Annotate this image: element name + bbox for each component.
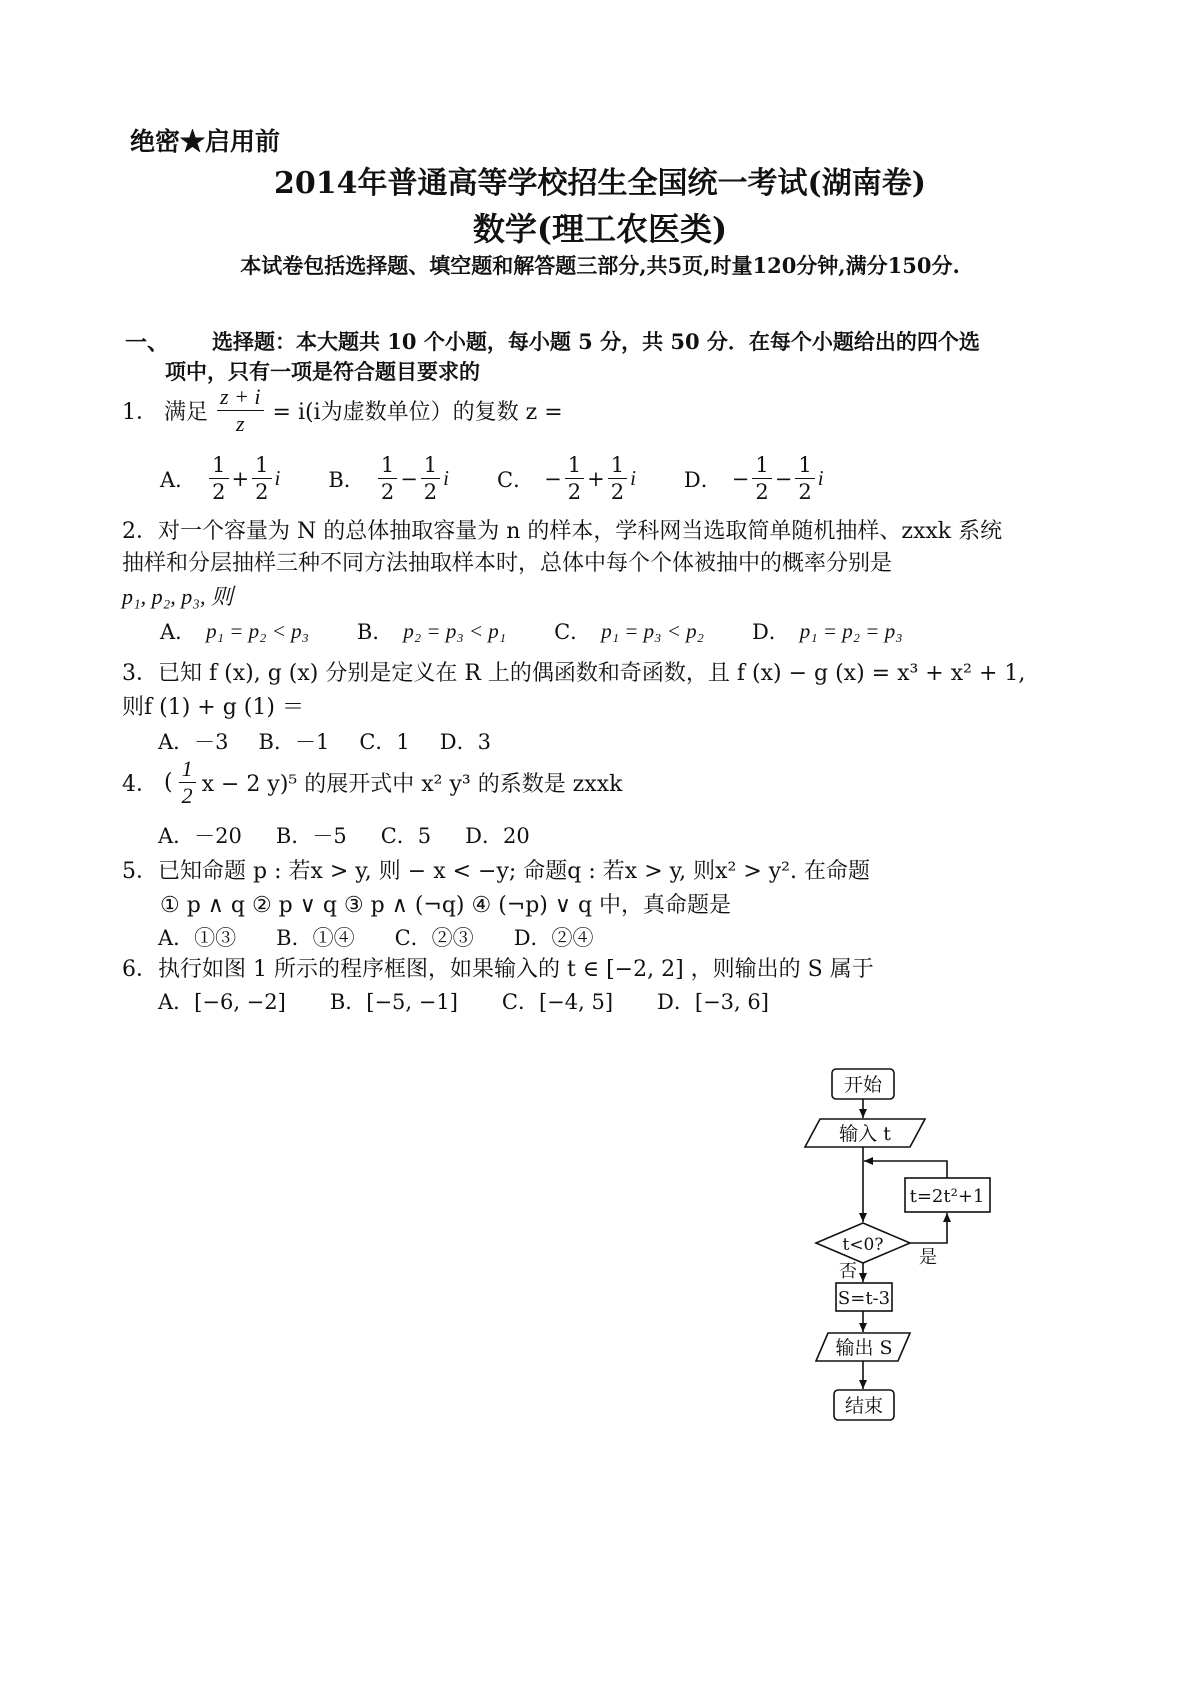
q1-text-a: 满足 bbox=[164, 400, 209, 425]
q6-options bbox=[158, 986, 813, 1016]
q6-line-1: 执行如图 1 所示的程序框图，如果输入的 t ∈ [−2, 2] ，则输出的 S 属于 bbox=[158, 957, 874, 982]
flowchart bbox=[780, 1055, 1020, 1445]
q1-option-tail: i bbox=[274, 466, 281, 490]
q1-option-sign: − bbox=[544, 466, 562, 491]
question-3 bbox=[122, 656, 1025, 687]
frac-num: 1 bbox=[209, 452, 228, 479]
q2-line-1: 对一个容量为 N 的总体抽取容量为 n 的样本，学科网当选取简单随机抽样、zxxk 系统 bbox=[158, 519, 1003, 544]
q2-option-label: D． bbox=[751, 620, 790, 644]
flow-end-label: 结束 bbox=[844, 1395, 884, 1417]
q2-option-d bbox=[752, 616, 903, 646]
q4-open-paren: ( bbox=[164, 770, 173, 795]
exam-subject: 数学(理工农医类) bbox=[472, 210, 728, 248]
q2-option-text: p₁ = p₂ < p₃ bbox=[206, 618, 309, 643]
q3-options bbox=[158, 726, 521, 756]
q6-option-d: D．[−3, 6] bbox=[657, 990, 769, 1014]
q1-option-tail: i bbox=[443, 466, 450, 490]
q1-option-c bbox=[497, 452, 636, 505]
q2-option-text: p₂ = p₃ < p₁ bbox=[403, 618, 507, 643]
q1-option-b bbox=[328, 452, 449, 505]
q1-number: 1． bbox=[122, 400, 158, 425]
frac-den: 2 bbox=[255, 480, 269, 504]
q1-option-label: D． bbox=[683, 467, 722, 492]
frac-num: 1 bbox=[421, 452, 440, 479]
q4-option-c: C．5 bbox=[380, 824, 432, 848]
q1-frac-den: z bbox=[236, 411, 245, 436]
q4-frac-num: 1 bbox=[179, 756, 196, 783]
q1-option-op: − bbox=[400, 466, 418, 491]
frac-den: 2 bbox=[212, 480, 226, 504]
q1-options bbox=[160, 452, 872, 505]
exam-info: 本试卷包括选择题、填空题和解答题三部分,共5页,时量120分钟,满分150分. bbox=[240, 253, 960, 278]
frac-num: 1 bbox=[752, 452, 771, 479]
q2-option-label: A． bbox=[160, 620, 197, 644]
frac-den: 2 bbox=[755, 480, 769, 504]
q5-number: 5． bbox=[122, 859, 158, 884]
q2-option-label: B． bbox=[356, 620, 394, 644]
q2-option-a bbox=[160, 616, 309, 646]
flow-arrow-loop bbox=[864, 1161, 947, 1178]
frac-den: 2 bbox=[567, 480, 582, 504]
flow-input-label: 输入 t bbox=[839, 1123, 891, 1145]
q4-frac-den: 2 bbox=[181, 783, 193, 808]
frac-den: 2 bbox=[610, 480, 625, 504]
frac-num: 1 bbox=[795, 452, 814, 479]
q1-option-tail: i bbox=[817, 466, 824, 490]
question-1 bbox=[122, 384, 563, 437]
q2-number: 2． bbox=[122, 519, 158, 544]
q6-option-c: C．[−4, 5] bbox=[501, 990, 614, 1014]
q2-option-text: p₁ = p₃ < p₂ bbox=[601, 618, 704, 643]
flow-arrow-yes bbox=[910, 1213, 947, 1243]
question-2 bbox=[122, 514, 1002, 545]
q1-text-b: = i(i为虚数单位）的复数 z = bbox=[272, 400, 563, 425]
flow-cond-label: t<0? bbox=[842, 1235, 884, 1255]
q4-text: x − 2 y)⁵ 的展开式中 x² y³ 的系数是 zxxk bbox=[201, 772, 623, 797]
section-number: 一、 bbox=[125, 330, 170, 356]
q1-option-d bbox=[684, 452, 824, 505]
q1-option-op: + bbox=[231, 466, 250, 491]
q3-option-a: A．－3 bbox=[158, 730, 229, 754]
question-4 bbox=[122, 756, 622, 809]
q4-fraction bbox=[179, 756, 196, 809]
flow-no-label: 否 bbox=[839, 1261, 857, 1282]
q5-option-d: D．②④ bbox=[513, 926, 594, 950]
exam-title: 2014年普通高等学校招生全国统一考试(湖南卷) bbox=[274, 166, 926, 201]
q5-option-c: C．②③ bbox=[394, 926, 474, 950]
q1-frac-num: z + i bbox=[217, 384, 264, 411]
q2-option-label: C． bbox=[554, 620, 592, 644]
q3-option-b: B．－1 bbox=[258, 730, 330, 754]
q1-option-tail: i bbox=[630, 466, 636, 490]
q2-line-3: p₁, p₂, p₃, 则 bbox=[122, 584, 233, 609]
question-5 bbox=[122, 854, 870, 885]
q1-option-sign: − bbox=[731, 466, 750, 491]
q2-option-text: p₁ = p₂ = p₃ bbox=[799, 618, 903, 643]
q6-option-b: B．[−5, −1] bbox=[329, 990, 458, 1014]
frac-num: 1 bbox=[565, 452, 584, 479]
frac-num: 1 bbox=[252, 452, 271, 479]
q5-option-a: A．①③ bbox=[158, 926, 237, 950]
flow-compute-label: S=t-3 bbox=[837, 1288, 891, 1309]
q1-fraction bbox=[217, 384, 264, 437]
q1-option-label: B． bbox=[328, 467, 365, 492]
q3-line-1: 已知 f (x), g (x) 分别是定义在 R 上的偶函数和奇函数，且 f (x) − g (x) = x³ + x² + 1, bbox=[158, 661, 1026, 686]
q4-options bbox=[158, 820, 564, 850]
q1-option-label: C． bbox=[497, 467, 535, 492]
section-line-2: 项中，只有一项是符合题目要求的 bbox=[165, 359, 480, 384]
flow-output-label: 输出 S bbox=[835, 1337, 893, 1359]
q2-option-b bbox=[357, 616, 506, 646]
q1-option-op: + bbox=[587, 466, 605, 491]
q6-number: 6． bbox=[122, 957, 158, 982]
frac-den: 2 bbox=[798, 480, 812, 504]
q5-options bbox=[158, 922, 634, 952]
flow-yes-label: 是 bbox=[919, 1247, 937, 1268]
q4-option-a: A．－20 bbox=[158, 824, 242, 848]
q6-option-a: A．[−6, −2] bbox=[158, 990, 286, 1014]
frac-den: 2 bbox=[423, 480, 438, 504]
flow-assign-label: t=2t²+1 bbox=[909, 1186, 985, 1207]
frac-num: 1 bbox=[378, 452, 397, 479]
q1-option-op: − bbox=[774, 466, 793, 491]
frac-den: 2 bbox=[380, 480, 395, 504]
q2-line-2: 抽样和分层抽样三种不同方法抽取样本时，总体中每个个体被抽中的概率分别是 bbox=[122, 551, 893, 576]
secret-mark: 绝密★启用前 bbox=[130, 127, 281, 156]
q3-option-d: D．3 bbox=[439, 730, 491, 754]
q3-number: 3． bbox=[122, 661, 158, 686]
q2-options bbox=[160, 616, 951, 646]
q1-option-a bbox=[160, 452, 280, 505]
q5-line-1: 已知命题 p : 若x > y, 则 − x < −y; 命题q : 若x > y, 则x² > y². 在命题 bbox=[158, 859, 870, 884]
q5-line-2: ① p ∧ q ② p ∨ q ③ p ∧ (¬q) ④ (¬p) ∨ q 中，真命题是 bbox=[160, 893, 732, 918]
q2-option-c bbox=[554, 616, 704, 646]
flow-start-label: 开始 bbox=[843, 1074, 883, 1096]
q1-option-label: A． bbox=[160, 467, 197, 492]
frac-num: 1 bbox=[608, 452, 627, 479]
q3-option-c: C．1 bbox=[359, 730, 410, 754]
q4-option-b: B．－5 bbox=[275, 824, 347, 848]
q5-option-b: B．①④ bbox=[276, 926, 355, 950]
section-line-1: 选择题：本大题共 10 个小题，每小题 5 分，共 50 分．在每个小题给出的四个选 bbox=[212, 329, 980, 354]
question-6 bbox=[122, 952, 874, 983]
q4-number: 4． bbox=[122, 772, 158, 797]
q4-option-d: D．20 bbox=[465, 824, 530, 848]
q3-line-2: 则f (1) + g (1) ＝ bbox=[122, 695, 304, 720]
